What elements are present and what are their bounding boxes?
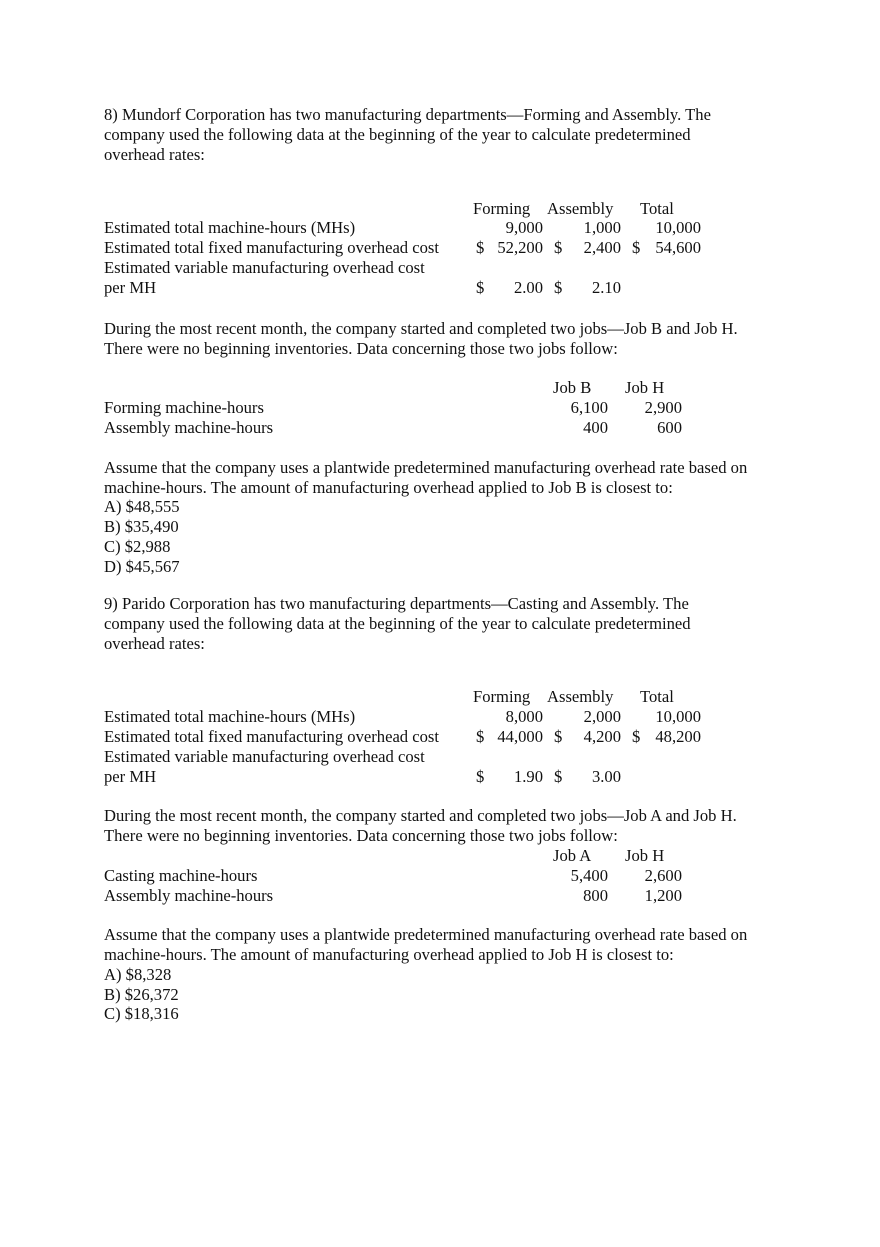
q8-intro-line-1: 8) Mundorf Corporation has two manufacturing departments—Forming and Assembly. The [104, 105, 711, 124]
q8-month-line-2: There were no beginning inventories. Data concerning those two jobs follow: [104, 339, 618, 358]
q9-header-forming: Forming [473, 687, 531, 706]
q9-mh-total: 10,000 [655, 707, 701, 726]
q9-job-row-1-value-1: 5,400 [570, 866, 608, 885]
q8-fixed-dollar-3: $ [632, 238, 641, 257]
q8-var-dollar-2: $ [554, 278, 563, 297]
q9-fixed-dollar-1: $ [476, 727, 485, 746]
q8-job-row-2-value-1: 400 [583, 418, 608, 437]
q8-month-line-1: During the most recent month, the company started and completed two jobs—Job B and Job H. [104, 319, 738, 338]
q8-var-label-2: per MH [104, 278, 157, 297]
q9-header-total: Total [640, 687, 674, 706]
q9-header-assembly: Assembly [547, 687, 614, 706]
q8-answer-b: B) $35,490 [104, 517, 179, 536]
q9-fixed-label: Estimated total fixed manufacturing overhead cost [104, 727, 439, 746]
q8-job-row-1-value-2: 2,900 [644, 398, 682, 417]
q8-intro-line-3: overhead rates: [104, 145, 205, 164]
q9-answer-c: C) $18,316 [104, 1004, 179, 1023]
q9-job-row-2-label: Assembly machine-hours [104, 886, 274, 905]
q8-header-assembly: Assembly [547, 199, 614, 218]
q9-job-row-1-value-2: 2,600 [644, 866, 682, 885]
q9-question-line-1: Assume that the company uses a plantwide predetermined manufacturing overhead rate based on [104, 925, 748, 944]
q8-job-row-1-value-1: 6,100 [570, 398, 608, 417]
q9-fixed-dollar-3: $ [632, 727, 641, 746]
q9-job-header-1: Job A [553, 846, 592, 865]
q8-fixed-dollar-1: $ [476, 238, 485, 257]
q8-header-forming: Forming [473, 199, 531, 218]
q9-mh-label: Estimated total machine-hours (MHs) [104, 707, 356, 726]
q8-answer-c: C) $2,988 [104, 537, 171, 556]
q9-intro-line-1: 9) Parido Corporation has two manufacturing departments—Casting and Assembly. The [104, 594, 689, 613]
q9-job-row-2-value-2: 1,200 [644, 886, 682, 905]
q8-fixed-label: Estimated total fixed manufacturing overhead cost [104, 238, 439, 257]
q8-answer-a: A) $48,555 [104, 497, 180, 516]
q9-intro-line-2: company used the following data at the beginning of the year to calculate predetermined [104, 614, 691, 633]
q9-mh-assembly: 2,000 [583, 707, 621, 726]
q8-job-header-1: Job B [553, 378, 592, 397]
q8-job-header-2: Job H [625, 378, 665, 397]
q9-job-header-2: Job H [625, 846, 665, 865]
q8-mh-total: 10,000 [655, 218, 701, 237]
q8-job-row-2-value-2: 600 [657, 418, 682, 437]
q9-var-label-1: Estimated variable manufacturing overhead cost [104, 747, 425, 766]
q9-var-assembly: 3.00 [591, 767, 621, 786]
q8-job-row-1-label: Forming machine-hours [104, 398, 264, 417]
q8-var-label-1: Estimated variable manufacturing overhead cost [104, 258, 425, 277]
q9-job-row-1-label: Casting machine-hours [104, 866, 258, 885]
q8-answer-d: D) $45,567 [104, 557, 180, 576]
q9-fixed-dollar-2: $ [554, 727, 563, 746]
q9-answer-b: B) $26,372 [104, 985, 179, 1004]
q8-var-assembly: 2.10 [591, 278, 621, 297]
q8-fixed-total: 54,600 [655, 238, 701, 257]
q8-mh-assembly: 1,000 [583, 218, 621, 237]
q9-month-line-2: There were no beginning inventories. Data concerning those two jobs follow: [104, 826, 618, 845]
q9-fixed-assembly: 4,200 [583, 727, 621, 746]
q8-mh-label: Estimated total machine-hours (MHs) [104, 218, 356, 237]
q8-mh-forming: 9,000 [505, 218, 543, 237]
q8-fixed-dollar-2: $ [554, 238, 563, 257]
q9-var-dollar-2: $ [554, 767, 563, 786]
q9-intro-line-3: overhead rates: [104, 634, 205, 653]
q9-var-label-2: per MH [104, 767, 157, 786]
q9-question-line-2: machine-hours. The amount of manufacturing overhead applied to Job H is closest to: [104, 945, 674, 964]
q9-month-line-1: During the most recent month, the company started and completed two jobs—Job A and Job H. [104, 806, 737, 825]
q8-fixed-forming: 52,200 [497, 238, 543, 257]
q8-intro-line-2: company used the following data at the beginning of the year to calculate predetermined [104, 125, 691, 144]
q9-job-row-2-value-1: 800 [583, 886, 608, 905]
q9-var-dollar-1: $ [476, 767, 485, 786]
q9-answer-a: A) $8,328 [104, 965, 172, 984]
q8-question-line-2: machine-hours. The amount of manufacturing overhead applied to Job B is closest to: [104, 478, 673, 497]
q8-job-row-2-label: Assembly machine-hours [104, 418, 274, 437]
q9-fixed-total: 48,200 [655, 727, 701, 746]
q8-question-line-1: Assume that the company uses a plantwide predetermined manufacturing overhead rate based on [104, 458, 748, 477]
q9-var-forming: 1.90 [513, 767, 543, 786]
q9-fixed-forming: 44,000 [497, 727, 543, 746]
q8-var-dollar-1: $ [476, 278, 485, 297]
q8-fixed-assembly: 2,400 [583, 238, 621, 257]
q8-var-forming: 2.00 [513, 278, 543, 297]
q8-header-total: Total [640, 199, 674, 218]
q9-mh-forming: 8,000 [505, 707, 543, 726]
